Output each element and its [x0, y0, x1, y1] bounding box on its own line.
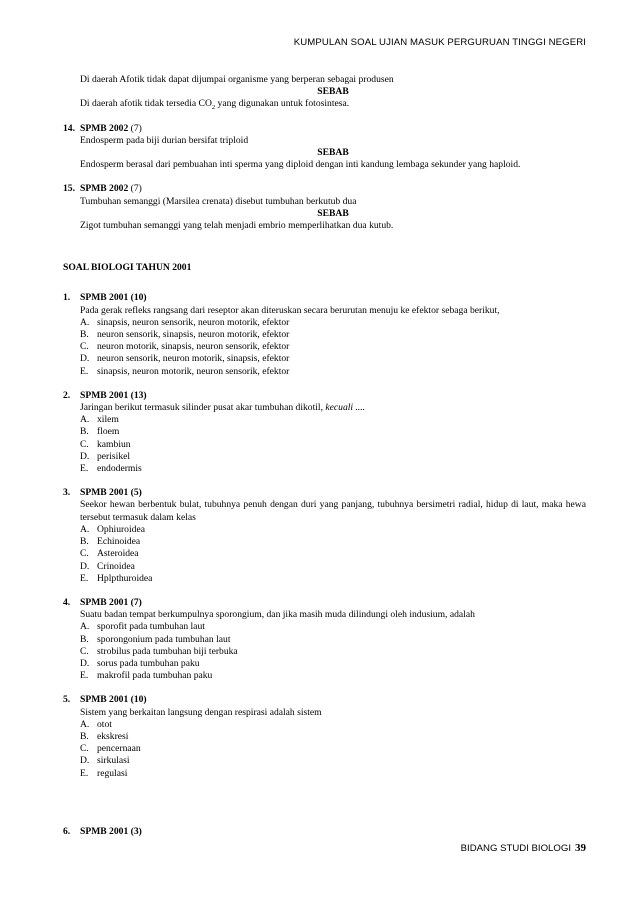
option-text: endodermis: [97, 463, 142, 475]
footer-subject: BIDANG STUDI BIOLOGI: [460, 843, 571, 854]
option-text: sorus pada tumbuhan paku: [97, 657, 200, 669]
option-text: Hplpthuroidea: [97, 572, 153, 584]
question-2-option-b: [63, 426, 586, 438]
option-text: neuron sensorik, neuron motorik, sinapsis, efektor: [97, 353, 290, 365]
question-5-option-b: [63, 731, 586, 743]
intro-sebab: SEBAB: [317, 86, 349, 98]
question-4: [63, 597, 586, 682]
option-text: Ophiuroidea: [97, 523, 145, 535]
question-3-label: SPMB 2001 (5): [80, 487, 142, 499]
question-4-option-d: [63, 658, 586, 670]
option-letter: B.: [80, 633, 89, 645]
question-1: [63, 292, 586, 377]
question-15-heading: [63, 183, 586, 195]
question-14-reason: Endosperm berasal dari pembuahan inti sperma yang diploid dengan inti kandung lembaga sekunder yang haploid.: [80, 159, 521, 171]
question-15-label: SPMB 2002: [80, 183, 129, 195]
option-letter: B.: [80, 329, 89, 341]
question-4-text: Suatu badan tempat berkumpulnya sporongium, dan jika masih muda dilindungi oleh indusium, adalah: [80, 609, 475, 621]
question-2-text-italic: kecuali ....: [325, 402, 366, 414]
question-14-number: 14.: [63, 122, 75, 134]
page-content: [63, 74, 586, 838]
question-3-option-c: [63, 548, 586, 560]
option-text: xilem: [97, 414, 119, 426]
intro-statement: Di daerah Afotik tidak dapat dijumpai organisme yang berperan sebagai produsen: [80, 74, 394, 85]
option-text: Echinoidea: [97, 536, 141, 548]
question-1-text: Pada gerak refleks rangsang dari reseptor akan diteruskan secara berurutan menuju ke efektor sebaga berikut,: [80, 304, 500, 316]
option-letter: A.: [80, 414, 90, 426]
option-text: makrofil pada tumbuhan paku: [97, 670, 213, 682]
option-letter: C.: [80, 341, 89, 353]
option-text: otot: [97, 718, 112, 730]
running-footer: [0, 842, 586, 854]
question-14-sebab: SEBAB: [317, 147, 349, 159]
option-letter: E.: [80, 670, 89, 682]
question-4-option-b: [63, 634, 586, 646]
option-letter: E.: [80, 365, 89, 377]
question-1-heading: [63, 292, 586, 304]
question-5-option-a: [63, 719, 586, 731]
option-text: sporongonium pada tumbuhan laut: [97, 633, 231, 645]
option-text: sinapsis, neuron motorik, neuron sensorik, efektor: [97, 365, 290, 377]
question-4-option-a: [63, 621, 586, 633]
option-letter: C.: [80, 645, 89, 657]
question-2-option-e: [63, 463, 586, 475]
question-2: [63, 390, 586, 475]
option-text: Crinoidea: [97, 560, 135, 572]
question-5-option-c: [63, 743, 586, 755]
option-letter: C.: [80, 438, 89, 450]
question-15-statement: Tumbuhan semanggi (Marsilea crenata) disebut tumbuhan berkutub dua: [80, 195, 357, 207]
question-2-option-a: [63, 414, 586, 426]
option-text: strobilus pada tumbuhan biji terbuka: [97, 645, 238, 657]
running-header: KUMPULAN SOAL UJIAN MASUK PERGURUAN TINGGI NEGERI: [293, 37, 586, 48]
option-letter: D.: [80, 657, 90, 669]
option-letter: B.: [80, 730, 89, 742]
question-2-number: 2.: [63, 389, 71, 401]
option-letter: D.: [80, 560, 90, 572]
option-letter: E.: [80, 463, 89, 475]
option-letter: C.: [80, 548, 89, 560]
question-14-statement: Endosperm pada biji durian bersifat triploid: [80, 134, 249, 146]
question-6-label: SPMB 2001 (3): [80, 825, 142, 837]
question-5-option-d: [63, 755, 586, 767]
question-4-option-c: [63, 646, 586, 658]
option-letter: D.: [80, 450, 90, 462]
question-2-option-d: [63, 451, 586, 463]
option-letter: A.: [80, 718, 90, 730]
option-letter: A.: [80, 523, 90, 535]
question-3-heading: [63, 487, 586, 499]
question-4-option-e: [63, 670, 586, 682]
section-title: SOAL BIOLOGI TAHUN 2001: [63, 262, 192, 274]
question-14-heading: [63, 123, 586, 135]
option-text: regulasi: [97, 767, 128, 779]
page-number: 39: [575, 842, 586, 854]
intro-reason-subscript: 2: [211, 104, 216, 112]
question-6: [63, 826, 586, 838]
question-5: [63, 694, 586, 779]
option-text: neuron sensorik, sinapsis, neuron motorik, efektor: [97, 329, 290, 341]
option-letter: B.: [80, 426, 89, 438]
question-1-option-e: [63, 366, 586, 378]
option-letter: B.: [80, 536, 89, 548]
option-letter: C.: [80, 743, 89, 755]
question-4-number: 4.: [63, 596, 71, 608]
question-3: [63, 487, 586, 585]
question-2-text: [63, 402, 586, 414]
question-6-heading: [63, 826, 586, 838]
option-text: kambiun: [97, 438, 131, 450]
option-text: neuron motorik, sinapsis, neuron sensorik, efektor: [97, 341, 290, 353]
intro-reason: [63, 98, 586, 110]
question-4-label: SPMB 2001 (7): [80, 596, 142, 608]
question-3-option-d: [63, 561, 586, 573]
question-3-option-e: [63, 573, 586, 585]
question-2-heading: [63, 390, 586, 402]
question-1-label: SPMB 2001 (10): [80, 292, 147, 304]
intro-reason-after: yang digunakan untuk fotosintesa.: [215, 98, 350, 110]
question-5-option-e: [63, 768, 586, 780]
option-letter: D.: [80, 755, 90, 767]
question-3-option-b: [63, 536, 586, 548]
question-3-option-a: [63, 524, 586, 536]
option-letter: A.: [80, 316, 90, 328]
question-14-label: SPMB 2002: [80, 122, 129, 134]
question-1-option-d: [63, 353, 586, 365]
question-4-heading: [63, 597, 586, 609]
option-text: perisikel: [97, 450, 131, 462]
question-14-code: (7): [130, 122, 142, 134]
question-1-option-a: [63, 317, 586, 329]
option-letter: E.: [80, 572, 89, 584]
question-2-label: SPMB 2001 (13): [80, 389, 147, 401]
question-15-sebab: SEBAB: [317, 207, 349, 219]
option-text: sirkulasi: [97, 755, 130, 767]
question-2-option-c: [63, 439, 586, 451]
question-5-text: Sistem yang berkaitan langsung dengan respirasi adalah sistem: [80, 706, 322, 718]
question-3-text: Seekor hewan berbentuk bulat, tubuhnya penuh dengan duri yang panjang, tubuhnya bersimetri radial, hidup di laut, maka hewa tersebut termasuk dalam kelas: [80, 499, 586, 523]
question-1-option-c: [63, 341, 586, 353]
option-text: pencernaan: [97, 743, 141, 755]
question-3-number: 3.: [63, 487, 71, 499]
option-text: ekskresi: [97, 730, 129, 742]
option-text: sporofit pada tumbuhan laut: [97, 621, 205, 633]
option-letter: A.: [80, 621, 90, 633]
question-5-number: 5.: [63, 694, 71, 706]
option-text: Asteroidea: [97, 548, 139, 560]
option-letter: D.: [80, 353, 90, 365]
question-1-number: 1.: [63, 292, 71, 304]
question-1-option-b: [63, 329, 586, 341]
question-15-number: 15.: [63, 183, 75, 195]
question-15-code: (7): [130, 183, 142, 195]
question-5-label: SPMB 2001 (10): [80, 694, 147, 706]
option-text: floem: [97, 426, 120, 438]
option-letter: E.: [80, 767, 89, 779]
question-5-heading: [63, 694, 586, 706]
question-15-reason: Zigot tumbuhan semanggi yang telah menjadi embrio memperlihatkan dua kutub.: [80, 220, 394, 232]
option-text: sinapsis, neuron sensorik, neuron motorik, efektor: [97, 316, 290, 328]
question-6-number: 6.: [63, 825, 71, 837]
intro-reason-before: Di daerah afotik tidak tersedia CO: [80, 98, 212, 110]
question-2-text-main: Jaringan berikut termasuk silinder pusat akar tumbuhan dikotil,: [80, 402, 326, 414]
